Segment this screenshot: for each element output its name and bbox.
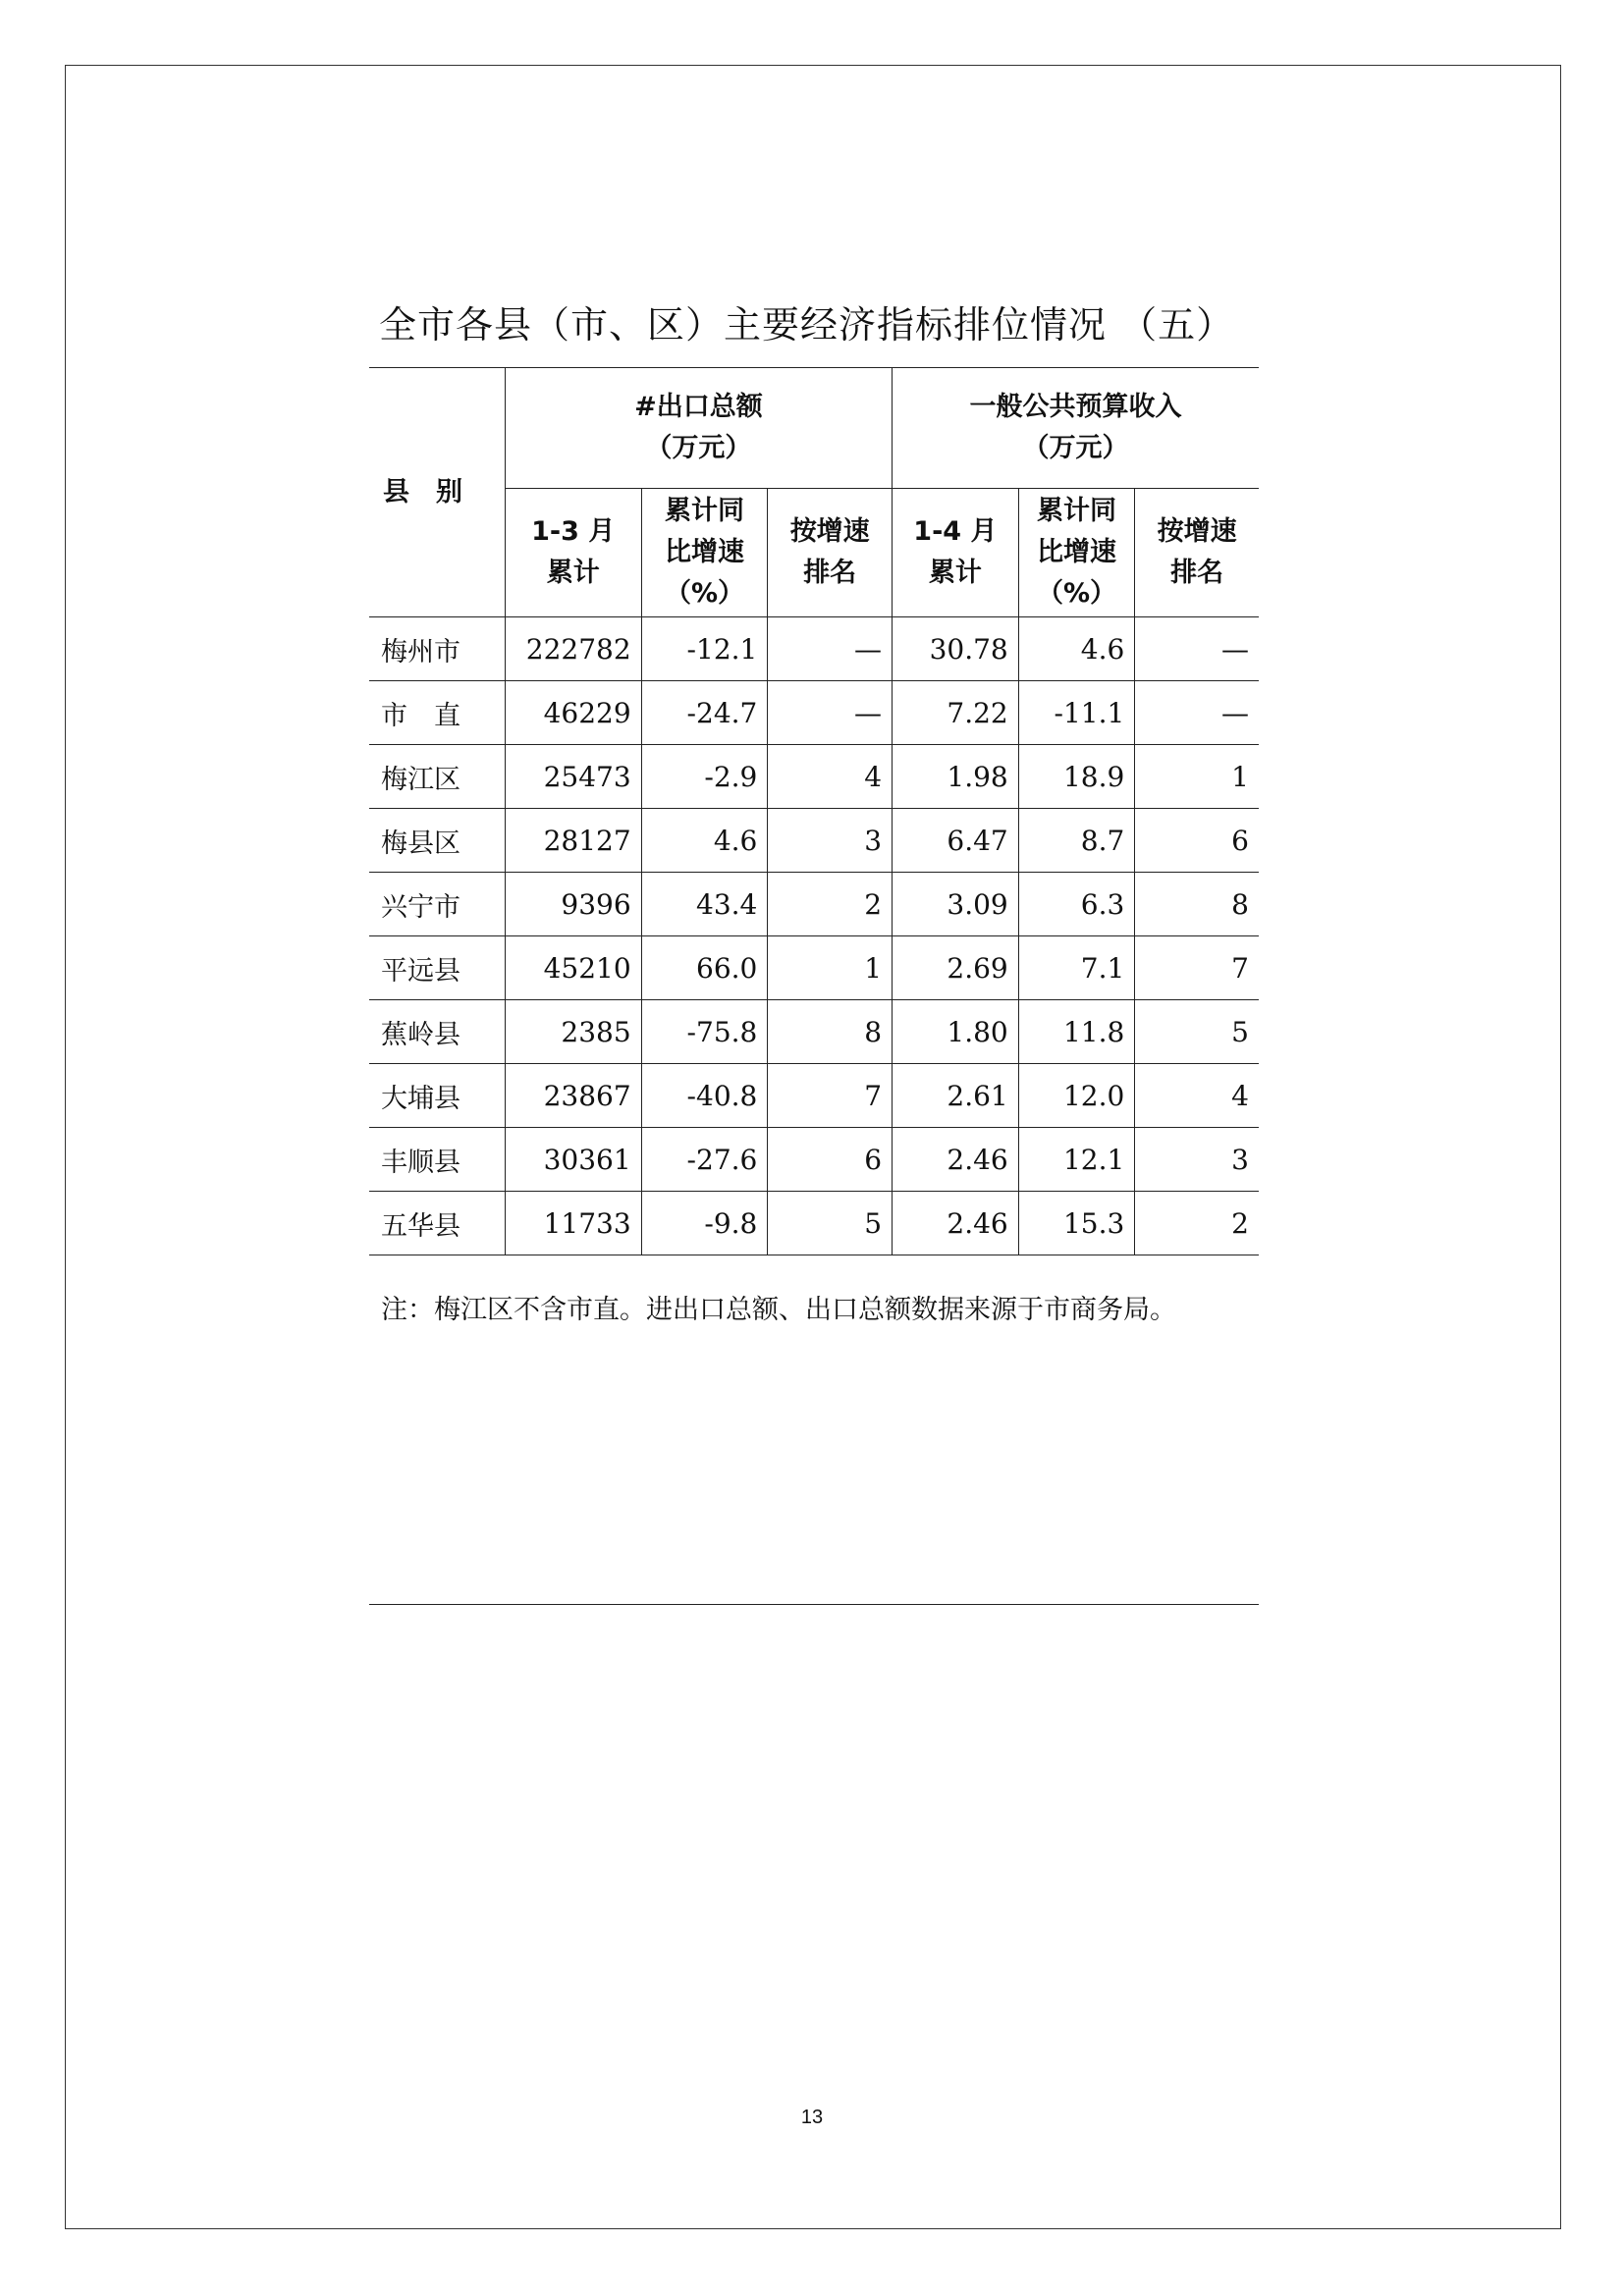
page-number: 13 [800, 2107, 824, 2128]
table-row [369, 873, 1259, 936]
budget-revenue-group-header: 一般公共预算收入 （万元） [893, 368, 1259, 489]
table-cell: 2.69 [893, 936, 1019, 1000]
subheader-export-rank: 按增速 排名 [768, 489, 893, 617]
table-cell: 222782 [505, 617, 641, 681]
table-cell: 12.0 [1018, 1064, 1135, 1128]
table-cell: 1 [768, 936, 893, 1000]
table-cell: 7 [1135, 936, 1259, 1000]
county-name-cell: 五华县 [369, 1192, 505, 1255]
county-name-cell: 大埔县 [369, 1064, 505, 1128]
table-cell: -2.9 [641, 745, 768, 809]
table-body [369, 617, 1259, 1255]
table-cell: 46229 [505, 681, 641, 745]
table-row [369, 809, 1259, 873]
table-cell: -9.8 [641, 1192, 768, 1255]
table-cell: — [768, 681, 893, 745]
table-row [369, 681, 1259, 745]
table-cell: 6.47 [893, 809, 1019, 873]
table-cell: 4.6 [1018, 617, 1135, 681]
table-row [369, 936, 1259, 1000]
table-cell: 2.61 [893, 1064, 1019, 1128]
table-cell: 6 [768, 1128, 893, 1192]
county-name-cell: 梅县区 [369, 809, 505, 873]
table-cell: 3 [768, 809, 893, 873]
table-cell: 7.22 [893, 681, 1019, 745]
subheader-export-cumulative: 1-3 月 累计 [505, 489, 641, 617]
table-cell: 11.8 [1018, 1000, 1135, 1064]
county-name-cell: 兴宁市 [369, 873, 505, 936]
county-name-cell: 丰顺县 [369, 1128, 505, 1192]
table-cell: 8 [1135, 873, 1259, 936]
table-cell: 30.78 [893, 617, 1019, 681]
table-cell: 2 [1135, 1192, 1259, 1255]
table-cell: 23867 [505, 1064, 641, 1128]
table-cell: 5 [1135, 1000, 1259, 1064]
table-cell: 45210 [505, 936, 641, 1000]
table-cell: — [1135, 617, 1259, 681]
table-cell: -24.7 [641, 681, 768, 745]
county-name-cell: 平远县 [369, 936, 505, 1000]
table-cell: 15.3 [1018, 1192, 1135, 1255]
table-cell: 25473 [505, 745, 641, 809]
table-cell: 43.4 [641, 873, 768, 936]
table-cell: -40.8 [641, 1064, 768, 1128]
table-row [369, 617, 1259, 681]
subheader-budget-cumulative: 1-4 月 累计 [893, 489, 1019, 617]
county-header: 县 别 [369, 368, 505, 617]
table-cell: 2.46 [893, 1128, 1019, 1192]
table-row [369, 1128, 1259, 1192]
table-cell: 1.80 [893, 1000, 1019, 1064]
county-name-cell: 梅江区 [369, 745, 505, 809]
page-title: 全市各县（市、区）主要经济指标排位情况 （五） [379, 303, 1235, 347]
table-cell: 9396 [505, 873, 641, 936]
table-cell: — [768, 617, 893, 681]
table-cell: 30361 [505, 1128, 641, 1192]
table-cell: 28127 [505, 809, 641, 873]
table-cell: 6 [1135, 809, 1259, 873]
subheader-budget-rank: 按增速 排名 [1135, 489, 1259, 617]
table-cell: 2385 [505, 1000, 641, 1064]
table-cell: -12.1 [641, 617, 768, 681]
table-row [369, 1192, 1259, 1255]
economic-indicators-table [369, 367, 1259, 1255]
table-cell: 3 [1135, 1128, 1259, 1192]
table-cell: 2.46 [893, 1192, 1019, 1255]
table-cell: 11733 [505, 1192, 641, 1255]
table-cell: 12.1 [1018, 1128, 1135, 1192]
table-row [369, 745, 1259, 809]
table-cell: -27.6 [641, 1128, 768, 1192]
table-cell: 2 [768, 873, 893, 936]
county-name-cell: 市 直 [369, 681, 505, 745]
subheader-budget-growth: 累计同 比增速 （%） [1018, 489, 1135, 617]
table-cell: 7.1 [1018, 936, 1135, 1000]
table-cell: 1.98 [893, 745, 1019, 809]
table-cell: 1 [1135, 745, 1259, 809]
subheader-export-growth: 累计同 比增速 （%） [641, 489, 768, 617]
table-cell: -11.1 [1018, 681, 1135, 745]
table-row [369, 1000, 1259, 1064]
table-cell: 5 [768, 1192, 893, 1255]
export-total-group-header: #出口总额 （万元） [505, 368, 892, 489]
table-cell: 4 [1135, 1064, 1259, 1128]
footnote: 注：梅江区不含市直。进出口总额、出口总额数据来源于市商务局。 [381, 1295, 1176, 1325]
county-name-cell: 蕉岭县 [369, 1000, 505, 1064]
table-cell: 3.09 [893, 873, 1019, 936]
table-row [369, 1064, 1259, 1128]
county-name-cell: 梅州市 [369, 617, 505, 681]
divider [369, 1604, 1259, 1605]
table-cell: 66.0 [641, 936, 768, 1000]
table-cell: 4 [768, 745, 893, 809]
table-cell: — [1135, 681, 1259, 745]
table-cell: 6.3 [1018, 873, 1135, 936]
table-cell: -75.8 [641, 1000, 768, 1064]
table-cell: 4.6 [641, 809, 768, 873]
table-cell: 8.7 [1018, 809, 1135, 873]
table-cell: 18.9 [1018, 745, 1135, 809]
table-cell: 7 [768, 1064, 893, 1128]
table-cell: 8 [768, 1000, 893, 1064]
